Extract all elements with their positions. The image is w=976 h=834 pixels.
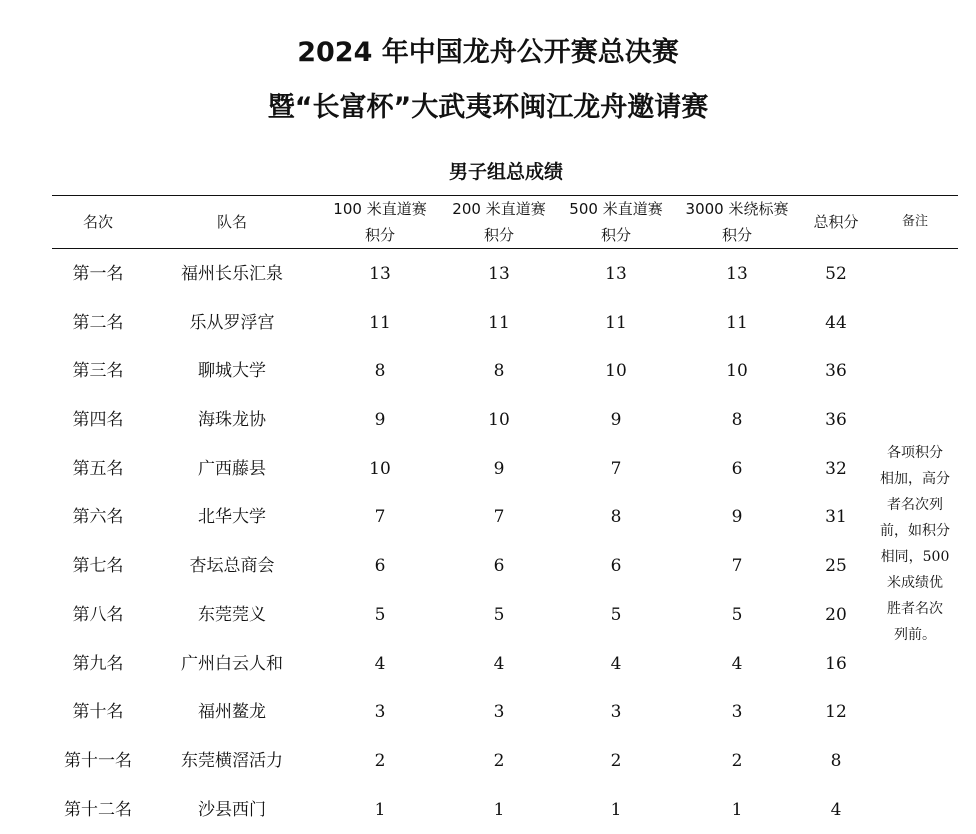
- table-row: [0, 493, 976, 542]
- header-remark: [902, 196, 928, 248]
- score-3000m-cell: 1: [731, 799, 743, 820]
- team-cell: 东莞横滘活力: [181, 750, 283, 771]
- remark-line: 前，如积分: [880, 523, 950, 539]
- rank-cell: 第四名: [72, 410, 124, 431]
- score-200m-cell: 6: [493, 556, 505, 577]
- total-cell: 4: [830, 799, 842, 820]
- score-3000m-cell: 9: [731, 507, 743, 528]
- remark-line: 各项积分: [887, 445, 943, 461]
- score-3000m-cell: 8: [731, 410, 743, 431]
- header-remark-label: 备注: [901, 214, 929, 229]
- score-100m-cell: 6: [374, 556, 386, 577]
- total-cell: 52: [825, 264, 847, 284]
- score-500m-cell: 7: [610, 458, 622, 479]
- remark-line: 米成绩优: [887, 575, 943, 591]
- header-200m-line1: 200 米直道赛: [452, 200, 546, 218]
- score-500m-cell: 3: [610, 702, 622, 723]
- header-200m: [452, 196, 545, 248]
- rank-cell: 第七名: [72, 556, 124, 577]
- score-200m-cell: 8: [493, 361, 505, 382]
- score-200m-cell: 9: [493, 458, 505, 479]
- score-500m-cell: 6: [610, 556, 622, 577]
- score-100m-cell: 9: [374, 410, 386, 431]
- header-rank-label: 名次: [82, 213, 114, 231]
- total-cell: 36: [825, 361, 847, 382]
- score-100m-cell: 11: [369, 312, 391, 333]
- rank-cell: 第九名: [72, 653, 124, 674]
- team-cell: 海珠龙协: [198, 410, 266, 431]
- rank-cell: 第五名: [72, 458, 124, 479]
- table-row: [0, 591, 976, 640]
- team-cell: 北华大学: [198, 507, 266, 528]
- team-cell: 广西藤县: [198, 458, 266, 479]
- table-row: [0, 640, 976, 689]
- score-100m-cell: 4: [374, 653, 386, 674]
- header-3000m-line2: 积分: [721, 226, 753, 244]
- score-500m-cell: 13: [605, 264, 627, 284]
- score-3000m-cell: 10: [726, 361, 748, 382]
- team-cell: 福州鳌龙: [198, 702, 266, 723]
- score-3000m-cell: 6: [731, 458, 743, 479]
- score-3000m-cell: 5: [731, 604, 743, 625]
- table-body: [0, 250, 976, 834]
- score-200m-cell: 7: [493, 507, 505, 528]
- header-500m-line2: 积分: [600, 226, 631, 244]
- header-team: [217, 196, 247, 248]
- header-3000m: [686, 196, 789, 248]
- rank-cell: 第八名: [72, 604, 124, 625]
- total-cell: 16: [825, 653, 847, 674]
- team-cell: 聊城大学: [198, 361, 266, 382]
- score-500m-cell: 8: [610, 507, 622, 528]
- remark-line: 者名次列: [887, 497, 943, 513]
- score-200m-cell: 10: [488, 410, 510, 431]
- score-200m-cell: 11: [488, 312, 510, 333]
- rank-cell: 第六名: [72, 507, 124, 528]
- header-100m: [333, 196, 426, 248]
- score-3000m-cell: 2: [731, 750, 743, 771]
- table-row: [0, 250, 976, 299]
- score-500m-cell: 9: [610, 410, 622, 431]
- score-200m-cell: 2: [493, 750, 505, 771]
- score-3000m-cell: 3: [731, 702, 743, 723]
- rank-cell: 第十名: [72, 702, 124, 723]
- table-row: [0, 786, 976, 834]
- header-rank: [83, 196, 113, 248]
- team-cell: 东莞莞义: [198, 604, 266, 625]
- score-3000m-cell: 7: [731, 556, 743, 577]
- remark-note: [870, 440, 960, 648]
- total-cell: 32: [825, 458, 847, 479]
- table-subtitle: 男子组总成绩: [448, 161, 563, 183]
- table-row: [0, 445, 976, 494]
- table-row: [0, 688, 976, 737]
- score-100m-cell: 7: [374, 507, 386, 528]
- score-500m-cell: 5: [610, 604, 622, 625]
- header-100m-line1: 100 米直道赛: [333, 200, 427, 218]
- rank-cell: 第二名: [72, 312, 124, 333]
- table-row: [0, 396, 976, 445]
- score-100m-cell: 10: [369, 458, 391, 479]
- team-cell: 沙县西门: [198, 799, 266, 820]
- score-500m-cell: 10: [605, 361, 627, 382]
- total-cell: 36: [825, 410, 847, 431]
- score-200m-cell: 3: [493, 702, 505, 723]
- total-cell: 31: [825, 507, 847, 528]
- table-header-rule: [52, 248, 958, 249]
- remark-line: 相同，500: [880, 549, 950, 565]
- total-cell: 20: [825, 604, 847, 625]
- title-line-2: 暨“长富杯”大武夷环闽江龙舟邀请赛: [267, 92, 709, 123]
- title-line-1: 2024 年中国龙舟公开赛总决赛: [297, 37, 679, 68]
- score-100m-cell: 13: [369, 264, 391, 284]
- remark-line: 列前。: [894, 627, 936, 643]
- rank-cell: 第十一名: [64, 750, 132, 771]
- total-cell: 25: [825, 556, 847, 577]
- score-100m-cell: 1: [374, 799, 386, 820]
- header-500m-line1: 500 米直道赛: [569, 200, 663, 218]
- table-row: [0, 542, 976, 591]
- header-3000m-line1: 3000 米绕标赛: [685, 200, 789, 218]
- score-500m-cell: 4: [610, 653, 622, 674]
- score-200m-cell: 5: [493, 604, 505, 625]
- team-cell: 乐从罗浮宫: [189, 312, 275, 333]
- header-total-label: 总积分: [813, 213, 859, 231]
- header-200m-line2: 积分: [483, 226, 514, 244]
- remark-line: 相加，高分: [880, 471, 950, 487]
- score-100m-cell: 3: [374, 702, 386, 723]
- total-cell: 8: [830, 750, 842, 771]
- header-total: [813, 196, 858, 248]
- rank-cell: 第一名: [72, 264, 124, 284]
- team-cell: 福州长乐汇泉: [181, 264, 283, 284]
- score-500m-cell: 1: [610, 799, 622, 820]
- header-500m: [569, 196, 662, 248]
- table-row: [0, 347, 976, 396]
- score-3000m-cell: 11: [726, 312, 748, 333]
- score-3000m-cell: 4: [731, 653, 743, 674]
- score-500m-cell: 2: [610, 750, 622, 771]
- score-200m-cell: 1: [493, 799, 505, 820]
- score-200m-cell: 4: [493, 653, 505, 674]
- header-100m-line2: 积分: [364, 226, 395, 244]
- table-row: [0, 737, 976, 786]
- header-team-label: 队名: [216, 213, 248, 231]
- total-cell: 12: [825, 702, 847, 723]
- score-100m-cell: 8: [374, 361, 386, 382]
- score-3000m-cell: 13: [726, 264, 748, 284]
- rank-cell: 第十二名: [64, 799, 132, 820]
- score-100m-cell: 2: [374, 750, 386, 771]
- score-200m-cell: 13: [488, 264, 510, 284]
- remark-line: 胜者名次: [887, 601, 943, 617]
- team-cell: 杏坛总商会: [189, 556, 275, 577]
- rank-cell: 第三名: [72, 361, 124, 382]
- score-500m-cell: 11: [605, 312, 627, 333]
- score-100m-cell: 5: [374, 604, 386, 625]
- table-row: [0, 299, 976, 348]
- team-cell: 广州白云人和: [181, 653, 283, 674]
- total-cell: 44: [825, 312, 847, 333]
